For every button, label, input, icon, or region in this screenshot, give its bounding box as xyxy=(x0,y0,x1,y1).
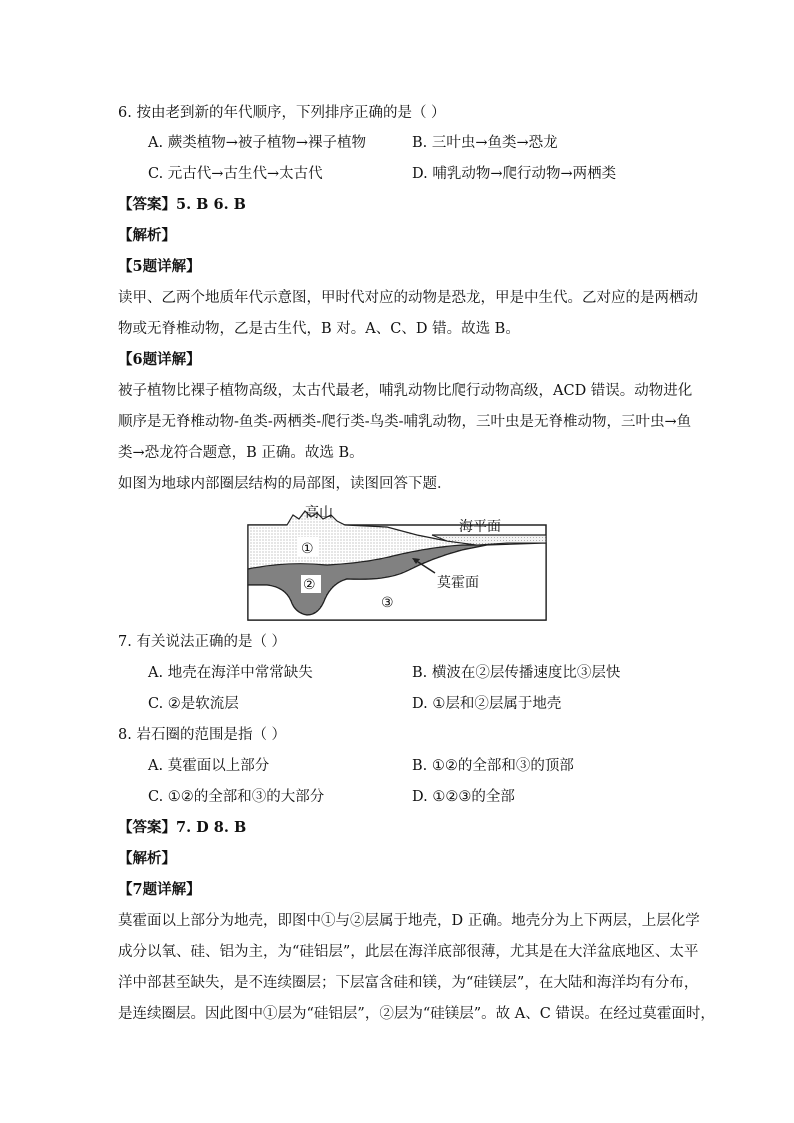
detail-7-line-1: 莫霍面以上部分为地壳，即图中①与②层属于地壳，D 正确。地壳分为上下两层，上层化学 xyxy=(118,913,700,929)
q6-option-b: B. 三叶虫→鱼类→恐龙 xyxy=(412,135,558,151)
q6-option-a: A. 蕨类植物→被子植物→裸子植物 xyxy=(148,135,366,151)
detail-6-line-2: 顺序是无脊椎动物-鱼类-两栖类-爬行类-鸟类-哺乳动物，三叶虫是无脊椎动物，三叶虫→鱼 xyxy=(118,414,692,430)
q7-option-a: A. 地壳在海洋中常常缺失 xyxy=(148,665,313,681)
q7-option-b: B. 横波在②层传播速度比③层快 xyxy=(412,665,621,681)
detail-6-line-3: 类→恐龙符合题意，B 正确。故选 B。 xyxy=(118,445,364,461)
question-7-stem: 7. 有关说法正确的是（ ） xyxy=(118,634,287,650)
q8-option-a: A. 莫霍面以上部分 xyxy=(148,758,270,774)
label-layer-1: ① xyxy=(301,541,314,557)
detail-5-line-2: 物或无脊椎动物，乙是古生代，B 对。A、C、D 错。故选 B。 xyxy=(118,321,520,337)
detail-5-line-1: 读甲、乙两个地质年代示意图，甲时代对应的动物是恐龙，甲是中生代。乙对应的是两栖动 xyxy=(118,290,698,306)
answer-7-8: 【答案】7. D 8. B xyxy=(118,819,247,836)
detail-7-line-3: 洋中部甚至缺失，是不连续圈层；下层富含硅和镁，为“硅镁层”，在大陆和海洋均有分布， xyxy=(118,975,699,991)
label-mountain: 高山 xyxy=(305,504,333,520)
analysis-heading-2: 【解析】 xyxy=(118,850,176,867)
analysis-heading-1: 【解析】 xyxy=(118,227,176,244)
label-moho: 莫霍面 xyxy=(437,574,479,590)
q8-option-c: C. ①②的全部和③的大部分 xyxy=(148,789,325,805)
label-layer-2: ② xyxy=(303,577,316,593)
detail-5-title: 【5题详解】 xyxy=(118,258,201,275)
label-sea-level: 海平面 xyxy=(459,518,501,534)
detail-7-line-4: 是连续圈层。因此图中①层为“硅铝层”，②层为“硅镁层”。故 A、C 错误。在经过莫霍面时， xyxy=(118,1006,715,1022)
earth-layers-diagram xyxy=(247,503,547,621)
label-layer-3: ③ xyxy=(381,595,394,611)
question-6-stem: 6. 按由老到新的年代顺序，下列排序正确的是（ ） xyxy=(118,105,446,121)
q8-option-d: D. ①②③的全部 xyxy=(412,789,515,805)
earth-layers-figure xyxy=(247,503,547,621)
q6-option-c: C. 元古代→古生代→太古代 xyxy=(148,166,323,182)
q8-option-b: B. ①②的全部和③的顶部 xyxy=(412,758,574,774)
figure-intro: 如图为地球内部圈层结构的局部图，读图回答下题． xyxy=(118,476,452,492)
q7-option-c: C. ②是软流层 xyxy=(148,696,239,712)
question-8-stem: 8. 岩石圈的范围是指（ ） xyxy=(118,727,287,743)
detail-6-line-1: 被子植物比裸子植物高级，太古代最老，哺乳动物比爬行动物高级，ACD 错误。动物进化 xyxy=(118,383,693,399)
q6-option-d: D. 哺乳动物→爬行动物→两栖类 xyxy=(412,166,617,182)
detail-7-line-2: 成分以氧、硅、铝为主，为“硅铝层”，此层在海洋底部很薄，尤其是在大洋盆底地区、太平 xyxy=(118,944,699,960)
detail-6-title: 【6题详解】 xyxy=(118,351,201,368)
answer-5-6: 【答案】5. B 6. B xyxy=(118,196,246,213)
q7-option-d: D. ①层和②层属于地壳 xyxy=(412,696,562,712)
detail-7-title: 【7题详解】 xyxy=(118,881,201,898)
